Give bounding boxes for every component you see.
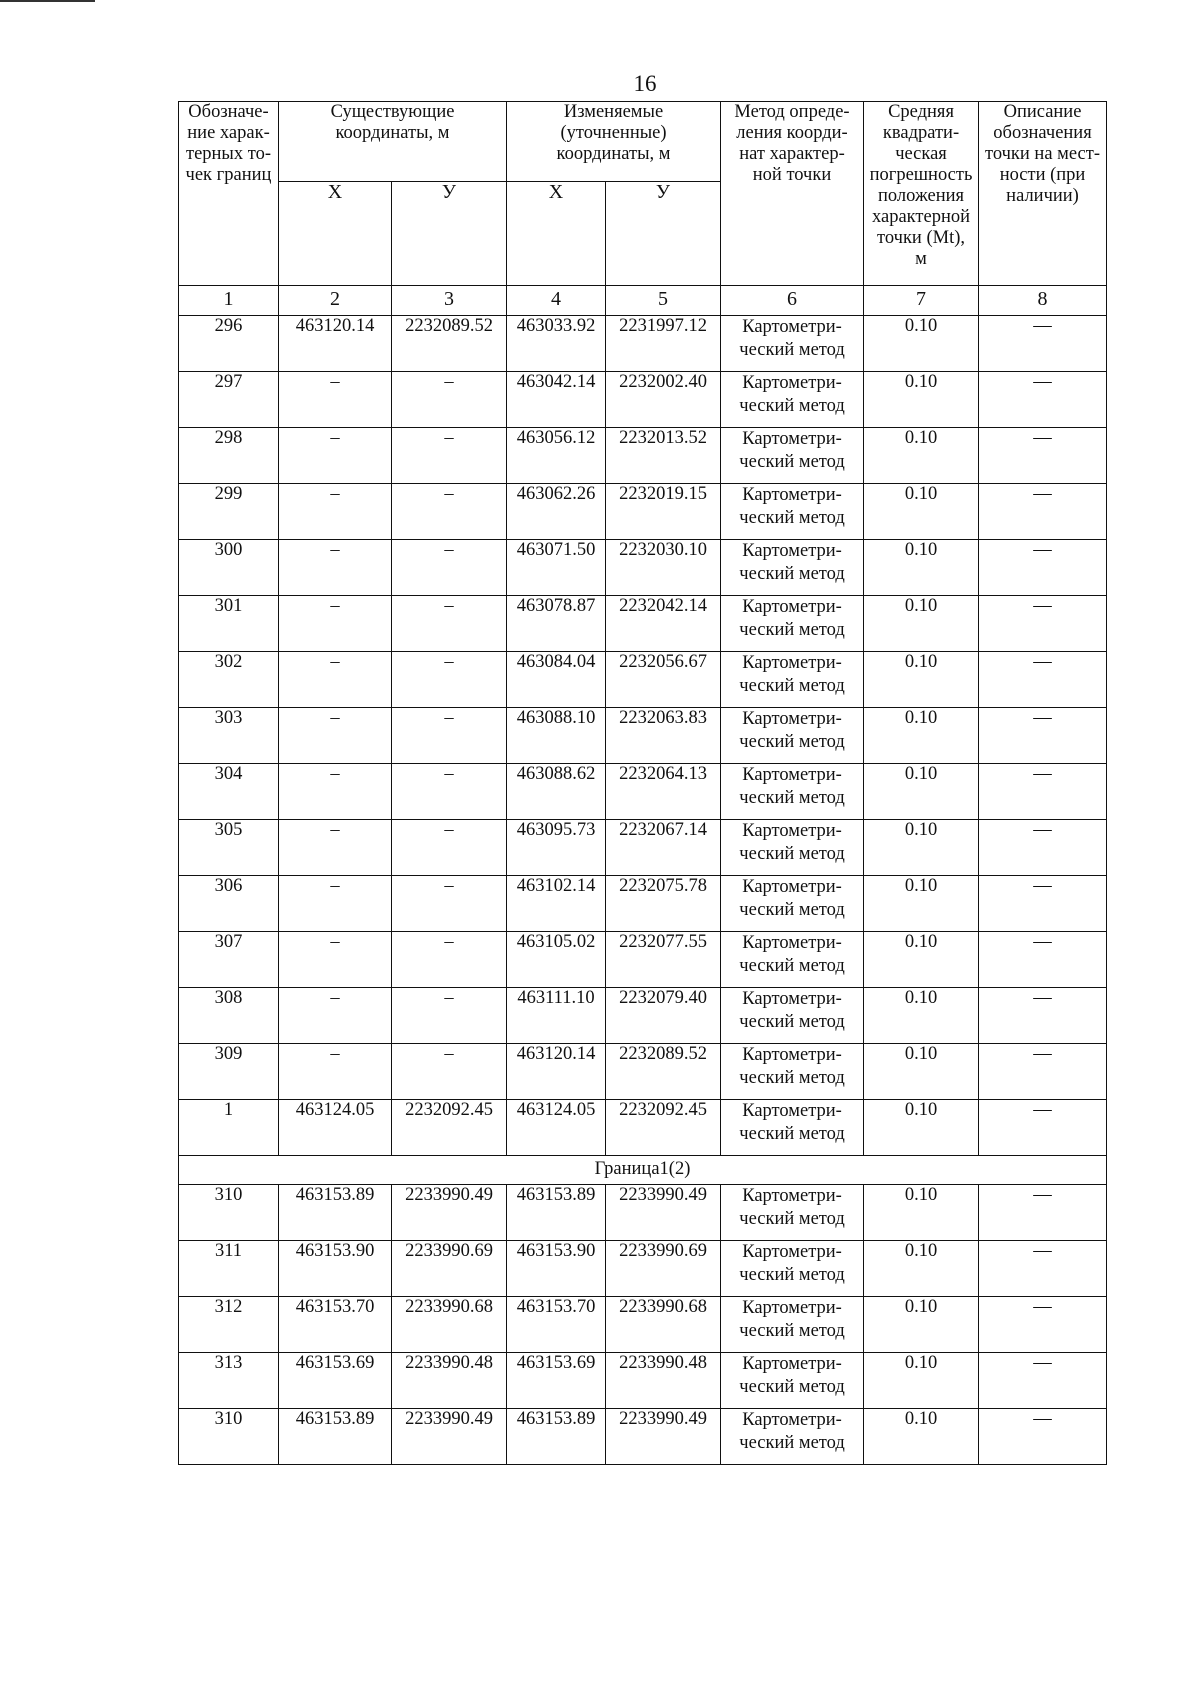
header-line: нат характер- [739, 144, 845, 164]
existing-x-cell: – [279, 540, 392, 596]
header-existing-y: У [392, 182, 507, 286]
point-id-cell: 310 [179, 1185, 279, 1241]
changed-y-cell: 2232079.40 [606, 988, 721, 1044]
existing-x-cell: – [279, 764, 392, 820]
section-divider [179, 1156, 1107, 1185]
table-row [179, 1297, 1107, 1353]
existing-y-cell: 2232092.45 [392, 1100, 507, 1156]
header-line: ления коорди- [736, 123, 848, 143]
existing-y-cell: – [392, 428, 507, 484]
point-id-cell: 309 [179, 1044, 279, 1100]
mean-error-cell: 0.10 [864, 1297, 979, 1353]
header-line: Описание [1003, 102, 1082, 122]
description-cell: — [979, 1185, 1107, 1241]
header-changed-y: У [606, 182, 721, 286]
boundary-1-rows [179, 316, 1107, 1156]
point-id-cell: 312 [179, 1297, 279, 1353]
existing-x-cell: – [279, 932, 392, 988]
header-row [179, 102, 1107, 182]
changed-x-cell: 463084.04 [507, 652, 606, 708]
existing-y-cell: – [392, 764, 507, 820]
existing-x-cell: – [279, 596, 392, 652]
changed-y-cell: 2232002.40 [606, 372, 721, 428]
method-line: Картометри- [742, 877, 842, 897]
header-description [979, 102, 1107, 286]
header-line: обозначения [993, 123, 1092, 143]
changed-x-cell: 463095.73 [507, 820, 606, 876]
changed-x-cell: 463033.92 [507, 316, 606, 372]
column-number: 1 [179, 286, 279, 316]
existing-x-cell: 463153.89 [279, 1409, 392, 1465]
description-cell: — [979, 652, 1107, 708]
table-row [179, 596, 1107, 652]
column-number: 8 [979, 286, 1107, 316]
changed-x-cell: 463056.12 [507, 428, 606, 484]
existing-y-cell: 2233990.49 [392, 1185, 507, 1241]
existing-y-cell: – [392, 484, 507, 540]
existing-x-cell: – [279, 428, 392, 484]
changed-y-cell: 2232077.55 [606, 932, 721, 988]
method-line: ческий метод [739, 620, 845, 640]
header-line: координаты, м [335, 123, 450, 143]
existing-y-cell: 2232089.52 [392, 316, 507, 372]
header-changed-coordinates [507, 102, 721, 182]
method-cell [721, 652, 864, 708]
changed-x-cell: 463124.05 [507, 1100, 606, 1156]
changed-y-cell: 2232063.83 [606, 708, 721, 764]
header-line: Изменяемые [563, 102, 664, 122]
point-id-cell: 311 [179, 1241, 279, 1297]
method-line: Картометри- [742, 709, 842, 729]
method-cell [721, 876, 864, 932]
description-cell: — [979, 988, 1107, 1044]
method-line: Картометри- [742, 317, 842, 337]
mean-error-cell: 0.10 [864, 484, 979, 540]
existing-y-cell: – [392, 932, 507, 988]
method-line: ческий метод [739, 732, 845, 752]
changed-x-cell: 463071.50 [507, 540, 606, 596]
description-cell: — [979, 484, 1107, 540]
header-line: ной точки [752, 165, 832, 185]
point-id-cell: 305 [179, 820, 279, 876]
existing-y-cell: – [392, 652, 507, 708]
method-cell [721, 316, 864, 372]
existing-x-cell: 463153.69 [279, 1353, 392, 1409]
method-cell [721, 1353, 864, 1409]
changed-x-cell: 463078.87 [507, 596, 606, 652]
existing-y-cell: – [392, 596, 507, 652]
point-id-cell: 308 [179, 988, 279, 1044]
mean-error-cell: 0.10 [864, 540, 979, 596]
changed-y-cell: 2232019.15 [606, 484, 721, 540]
column-number-row [179, 286, 1107, 316]
point-id-cell: 297 [179, 372, 279, 428]
changed-x-cell: 463102.14 [507, 876, 606, 932]
existing-y-cell: – [392, 708, 507, 764]
mean-error-cell: 0.10 [864, 764, 979, 820]
point-id-cell: 303 [179, 708, 279, 764]
header-line: наличии) [1006, 186, 1079, 206]
column-number: 4 [507, 286, 606, 316]
existing-x-cell: – [279, 820, 392, 876]
table-row [179, 540, 1107, 596]
changed-y-cell: 2233990.68 [606, 1297, 721, 1353]
header-mean-error [864, 102, 979, 286]
method-cell [721, 1100, 864, 1156]
table-row [179, 652, 1107, 708]
changed-x-cell: 463153.90 [507, 1241, 606, 1297]
header-existing-x: Х [279, 182, 392, 286]
changed-x-cell: 463153.89 [507, 1185, 606, 1241]
column-number: 7 [864, 286, 979, 316]
mean-error-cell: 0.10 [864, 876, 979, 932]
existing-y-cell: 2233990.69 [392, 1241, 507, 1297]
changed-y-cell: 2232056.67 [606, 652, 721, 708]
table-row [179, 876, 1107, 932]
method-line: ческий метод [739, 564, 845, 584]
changed-y-cell: 2233990.69 [606, 1241, 721, 1297]
mean-error-cell: 0.10 [864, 1185, 979, 1241]
page-number: 16 [633, 71, 657, 96]
scan-edge-line [0, 0, 95, 2]
table-row [179, 372, 1107, 428]
section-row [179, 1156, 1107, 1185]
changed-x-cell: 463105.02 [507, 932, 606, 988]
changed-y-cell: 2233990.49 [606, 1185, 721, 1241]
changed-y-cell: 2232064.13 [606, 764, 721, 820]
method-cell [721, 1409, 864, 1465]
table-row [179, 820, 1107, 876]
existing-x-cell: – [279, 652, 392, 708]
description-cell: — [979, 540, 1107, 596]
changed-y-cell: 2232013.52 [606, 428, 721, 484]
mean-error-cell: 0.10 [864, 988, 979, 1044]
header-line: ности (при [999, 165, 1086, 185]
existing-y-cell: – [392, 1044, 507, 1100]
existing-x-cell: 463153.70 [279, 1297, 392, 1353]
header-method [721, 102, 864, 286]
method-cell [721, 540, 864, 596]
description-cell: — [979, 316, 1107, 372]
method-line: Картометри- [742, 1186, 842, 1206]
table-row [179, 1241, 1107, 1297]
description-cell: — [979, 876, 1107, 932]
header-line: точки на мест- [985, 144, 1101, 164]
changed-y-cell: 2231997.12 [606, 316, 721, 372]
method-cell [721, 1044, 864, 1100]
existing-y-cell: – [392, 820, 507, 876]
header-changed-x: Х [507, 182, 606, 286]
column-number: 6 [721, 286, 864, 316]
mean-error-cell: 0.10 [864, 372, 979, 428]
method-line: ческий метод [739, 956, 845, 976]
method-line: ческий метод [739, 788, 845, 808]
changed-x-cell: 463062.26 [507, 484, 606, 540]
method-cell [721, 764, 864, 820]
method-line: Картометри- [742, 1045, 842, 1065]
changed-y-cell: 2232067.14 [606, 820, 721, 876]
boundary-2-rows [179, 1185, 1107, 1465]
method-cell [721, 708, 864, 764]
method-cell [721, 932, 864, 988]
method-line: Картометри- [742, 429, 842, 449]
existing-x-cell: – [279, 372, 392, 428]
existing-x-cell: 463120.14 [279, 316, 392, 372]
table-row [179, 428, 1107, 484]
header-line: погрешность [869, 165, 973, 185]
point-id-cell: 300 [179, 540, 279, 596]
description-cell: — [979, 1297, 1107, 1353]
method-line: ческий метод [739, 396, 845, 416]
existing-x-cell: – [279, 1044, 392, 1100]
header-line: (уточненные) [560, 123, 667, 143]
point-id-cell: 306 [179, 876, 279, 932]
header-line: координаты, м [556, 144, 671, 164]
point-id-cell: 298 [179, 428, 279, 484]
method-line: Картометри- [742, 821, 842, 841]
point-id-cell: 296 [179, 316, 279, 372]
point-id-cell: 1 [179, 1100, 279, 1156]
existing-y-cell: 2233990.48 [392, 1353, 507, 1409]
point-id-cell: 299 [179, 484, 279, 540]
description-cell: — [979, 1044, 1107, 1100]
changed-y-cell: 2232089.52 [606, 1044, 721, 1100]
table-row [179, 1185, 1107, 1241]
existing-y-cell: – [392, 988, 507, 1044]
existing-y-cell: 2233990.68 [392, 1297, 507, 1353]
mean-error-cell: 0.10 [864, 820, 979, 876]
mean-error-cell: 0.10 [864, 1409, 979, 1465]
description-cell: — [979, 820, 1107, 876]
header-line: квадрати- [882, 123, 960, 143]
header-line: Метод опреде- [734, 102, 850, 122]
method-line: ческий метод [739, 844, 845, 864]
column-number: 5 [606, 286, 721, 316]
section-label: Граница1(2) [179, 1156, 1107, 1185]
existing-y-cell: 2233990.49 [392, 1409, 507, 1465]
description-cell: — [979, 1241, 1107, 1297]
method-line: ческий метод [739, 900, 845, 920]
table-row [179, 1409, 1107, 1465]
changed-y-cell: 2232030.10 [606, 540, 721, 596]
existing-y-cell: – [392, 876, 507, 932]
method-line: ческий метод [739, 1377, 845, 1397]
method-line: ческий метод [739, 1321, 845, 1341]
table-row [179, 316, 1107, 372]
point-id-cell: 301 [179, 596, 279, 652]
method-line: ческий метод [739, 1209, 845, 1229]
existing-x-cell: – [279, 988, 392, 1044]
description-cell: — [979, 1353, 1107, 1409]
point-id-cell: 310 [179, 1409, 279, 1465]
column-number: 2 [279, 286, 392, 316]
method-line: ческий метод [739, 508, 845, 528]
header-line: точки (Mt), [877, 228, 965, 248]
description-cell: — [979, 1409, 1107, 1465]
description-cell: — [979, 708, 1107, 764]
existing-x-cell: – [279, 484, 392, 540]
method-line: ческий метод [739, 1012, 845, 1032]
changed-x-cell: 463153.69 [507, 1353, 606, 1409]
description-cell: — [979, 596, 1107, 652]
point-id-cell: 302 [179, 652, 279, 708]
changed-x-cell: 463088.62 [507, 764, 606, 820]
changed-x-cell: 463153.89 [507, 1409, 606, 1465]
method-line: Картометри- [742, 1410, 842, 1430]
changed-x-cell: 463042.14 [507, 372, 606, 428]
mean-error-cell: 0.10 [864, 316, 979, 372]
header-line: ние харак- [187, 123, 270, 143]
column-number: 3 [392, 286, 507, 316]
header-line: характерной [872, 207, 971, 227]
changed-x-cell: 463111.10 [507, 988, 606, 1044]
mean-error-cell: 0.10 [864, 708, 979, 764]
method-cell [721, 1297, 864, 1353]
method-line: Картометри- [742, 989, 842, 1009]
method-line: ческий метод [739, 1433, 845, 1453]
method-line: Картометри- [742, 933, 842, 953]
method-line: Картометри- [742, 1242, 842, 1262]
header-line: положения [878, 186, 965, 206]
table-row [179, 1044, 1107, 1100]
header-point-designation [179, 102, 279, 286]
method-cell [721, 596, 864, 652]
existing-x-cell: – [279, 876, 392, 932]
method-cell [721, 428, 864, 484]
changed-y-cell: 2233990.48 [606, 1353, 721, 1409]
description-cell: — [979, 764, 1107, 820]
table-row [179, 708, 1107, 764]
existing-x-cell: 463153.89 [279, 1185, 392, 1241]
existing-y-cell: – [392, 540, 507, 596]
point-id-cell: 307 [179, 932, 279, 988]
method-line: Картометри- [742, 541, 842, 561]
method-line: Картометри- [742, 1298, 842, 1318]
method-line: ческий метод [739, 676, 845, 696]
method-line: Картометри- [742, 485, 842, 505]
method-line: ческий метод [739, 452, 845, 472]
existing-x-cell: 463153.90 [279, 1241, 392, 1297]
changed-y-cell: 2233990.49 [606, 1409, 721, 1465]
header-line: чек границ [185, 165, 272, 185]
table-row [179, 1100, 1107, 1156]
mean-error-cell: 0.10 [864, 428, 979, 484]
table-row [179, 932, 1107, 988]
changed-x-cell: 463153.70 [507, 1297, 606, 1353]
description-cell: — [979, 428, 1107, 484]
existing-y-cell: – [392, 372, 507, 428]
method-line: ческий метод [739, 1068, 845, 1088]
mean-error-cell: 0.10 [864, 1044, 979, 1100]
description-cell: — [979, 372, 1107, 428]
mean-error-cell: 0.10 [864, 1241, 979, 1297]
changed-y-cell: 2232075.78 [606, 876, 721, 932]
table-row [179, 484, 1107, 540]
header-line: ческая [895, 144, 947, 164]
existing-x-cell: – [279, 708, 392, 764]
method-line: ческий метод [739, 340, 845, 360]
table-row [179, 764, 1107, 820]
method-line: Картометри- [742, 373, 842, 393]
header-line: Обозначе- [188, 102, 269, 122]
method-line: Картометри- [742, 653, 842, 673]
changed-y-cell: 2232042.14 [606, 596, 721, 652]
header-line: терных то- [185, 144, 271, 164]
changed-x-cell: 463120.14 [507, 1044, 606, 1100]
changed-x-cell: 463088.10 [507, 708, 606, 764]
mean-error-cell: 0.10 [864, 1100, 979, 1156]
method-cell [721, 484, 864, 540]
header-line: м [915, 249, 927, 269]
point-id-cell: 313 [179, 1353, 279, 1409]
table-row [179, 1353, 1107, 1409]
method-cell [721, 372, 864, 428]
header-existing-coordinates [279, 102, 507, 182]
mean-error-cell: 0.10 [864, 652, 979, 708]
point-id-cell: 304 [179, 764, 279, 820]
method-line: ческий метод [739, 1265, 845, 1285]
mean-error-cell: 0.10 [864, 1353, 979, 1409]
table-row [179, 988, 1107, 1044]
changed-y-cell: 2232092.45 [606, 1100, 721, 1156]
coordinates-table [178, 101, 1107, 1465]
method-line: Картометри- [742, 765, 842, 785]
mean-error-cell: 0.10 [864, 596, 979, 652]
method-cell [721, 1185, 864, 1241]
method-cell [721, 820, 864, 876]
method-line: Картометри- [742, 1101, 842, 1121]
method-cell [721, 988, 864, 1044]
description-cell: — [979, 932, 1107, 988]
header-line: Существующие [330, 102, 455, 122]
method-line: Картометри- [742, 1354, 842, 1374]
method-cell [721, 1241, 864, 1297]
mean-error-cell: 0.10 [864, 932, 979, 988]
method-line: Картометри- [742, 597, 842, 617]
header-line: Средняя [888, 102, 954, 122]
existing-x-cell: 463124.05 [279, 1100, 392, 1156]
description-cell: — [979, 1100, 1107, 1156]
method-line: ческий метод [739, 1124, 845, 1144]
